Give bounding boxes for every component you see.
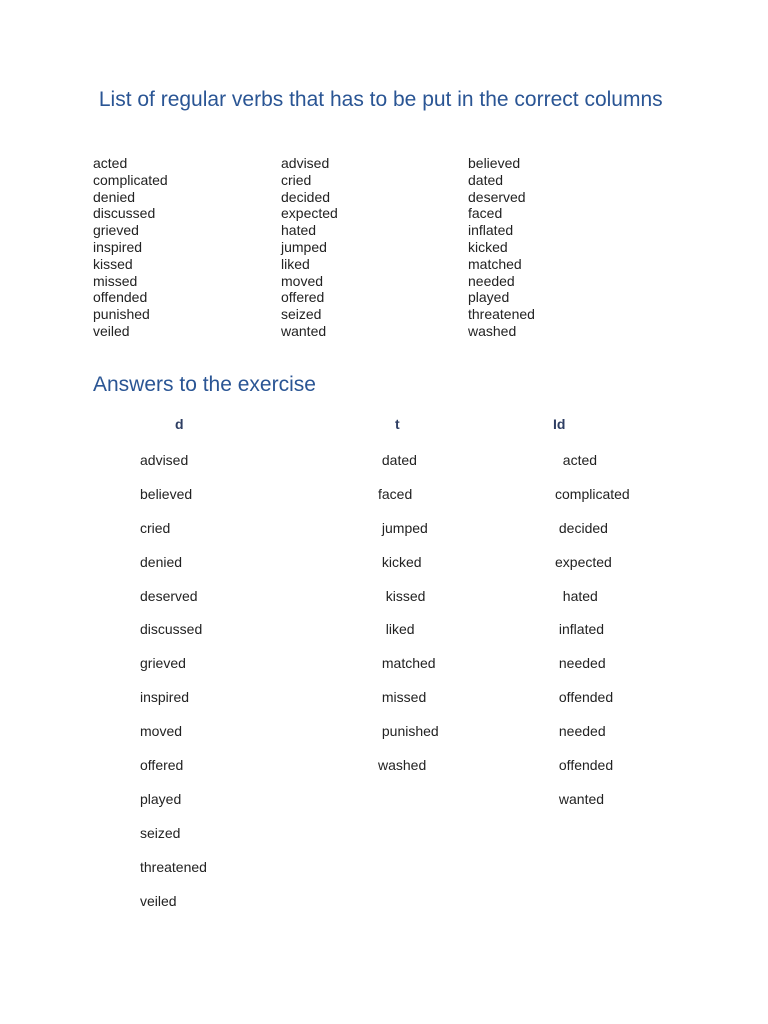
list-item: offered bbox=[140, 757, 184, 774]
list-item: moved bbox=[140, 723, 183, 740]
list-item: inspired bbox=[93, 238, 143, 255]
verb-list bbox=[93, 155, 693, 345]
list-item: missed bbox=[378, 689, 427, 706]
list-item: acted bbox=[93, 155, 128, 171]
list-title: List of regular verbs that has to be put in the correct columns bbox=[93, 88, 663, 111]
list-item: needed bbox=[555, 723, 606, 740]
list-item: played bbox=[468, 289, 510, 306]
list-item: kicked bbox=[468, 238, 508, 255]
list-item: wanted bbox=[281, 322, 327, 339]
list-item: threatened bbox=[140, 858, 207, 875]
list-item: kissed bbox=[93, 255, 133, 272]
list-item: discussed bbox=[93, 205, 156, 222]
list-item: advised bbox=[281, 155, 330, 171]
list-item: offended bbox=[93, 289, 148, 306]
answers-column-d bbox=[140, 450, 207, 924]
list-item: complicated bbox=[93, 171, 168, 188]
list-item: faced bbox=[378, 485, 413, 502]
list-item: liked bbox=[378, 621, 415, 638]
list-item: expected bbox=[555, 553, 612, 570]
list-item: seized bbox=[140, 824, 181, 841]
list-item: jumped bbox=[281, 238, 327, 255]
list-item: dated bbox=[468, 171, 504, 188]
list-item: expected bbox=[281, 205, 338, 222]
list-item: washed bbox=[378, 757, 427, 774]
list-item: decided bbox=[281, 188, 331, 205]
list-item: offered bbox=[281, 289, 325, 306]
list-item: cried bbox=[140, 519, 171, 536]
list-item: matched bbox=[378, 655, 436, 672]
list-item: veiled bbox=[140, 892, 177, 909]
list-item: acted bbox=[555, 452, 598, 468]
list-item: needed bbox=[468, 272, 515, 289]
list-item: needed bbox=[555, 655, 606, 672]
list-item: inflated bbox=[468, 222, 514, 239]
list-item: moved bbox=[281, 272, 324, 289]
list-item: grieved bbox=[140, 655, 186, 672]
list-item: believed bbox=[468, 155, 521, 171]
list-item: veiled bbox=[93, 322, 130, 339]
header-t: t bbox=[395, 416, 400, 432]
list-item: punished bbox=[378, 723, 439, 740]
list-item: jumped bbox=[378, 519, 428, 536]
verb-column-1 bbox=[93, 155, 168, 340]
list-item: inflated bbox=[555, 621, 605, 638]
answers-title: Answers to the exercise bbox=[93, 373, 316, 396]
list-item: complicated bbox=[555, 485, 630, 502]
list-item: grieved bbox=[93, 222, 139, 239]
list-item: wanted bbox=[555, 790, 605, 807]
list-item: seized bbox=[281, 306, 322, 323]
list-item: faced bbox=[468, 205, 503, 222]
list-item: punished bbox=[93, 306, 150, 323]
list-item: threatened bbox=[468, 306, 535, 323]
list-item: offended bbox=[555, 757, 614, 774]
list-item: dated bbox=[378, 452, 417, 468]
list-item: decided bbox=[555, 519, 608, 536]
list-item: liked bbox=[281, 255, 310, 272]
header-id: Id bbox=[553, 416, 566, 432]
list-item: denied bbox=[140, 553, 183, 570]
answers-column-t bbox=[378, 450, 439, 789]
list-item: hated bbox=[281, 222, 317, 239]
list-item: denied bbox=[93, 188, 136, 205]
list-item: deserved bbox=[468, 188, 526, 205]
list-item: missed bbox=[93, 272, 138, 289]
list-item: kissed bbox=[378, 587, 426, 604]
list-item: believed bbox=[140, 485, 193, 502]
list-item: washed bbox=[468, 322, 517, 339]
list-item: matched bbox=[468, 255, 522, 272]
answers-column-id bbox=[555, 450, 630, 823]
list-item: discussed bbox=[140, 621, 203, 638]
list-item: kicked bbox=[378, 553, 422, 570]
list-item: offended bbox=[555, 689, 614, 706]
list-item: deserved bbox=[140, 587, 198, 604]
list-item: inspired bbox=[140, 689, 190, 706]
verb-column-3 bbox=[468, 155, 535, 340]
header-d: d bbox=[175, 416, 184, 432]
verb-column-2 bbox=[281, 155, 338, 340]
list-item: played bbox=[140, 790, 182, 807]
list-item: cried bbox=[281, 171, 312, 188]
list-item: hated bbox=[555, 587, 598, 604]
list-item: advised bbox=[140, 452, 189, 468]
